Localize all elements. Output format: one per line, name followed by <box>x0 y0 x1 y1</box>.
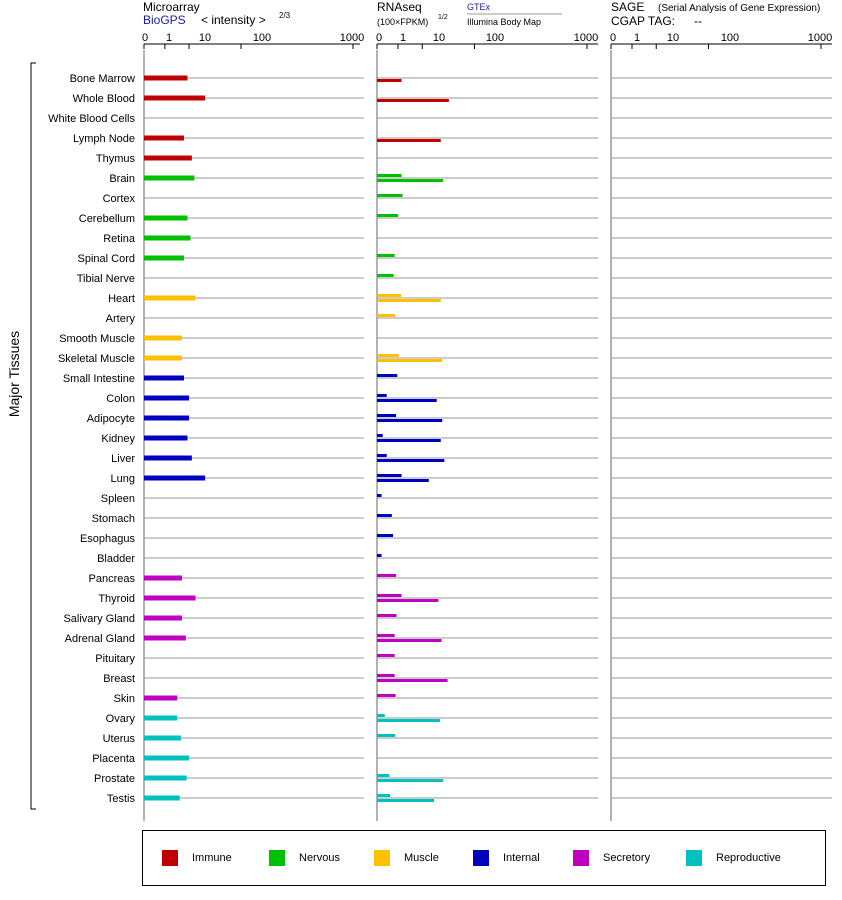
tissue-label: Small Intestine <box>62 373 135 385</box>
tissue-label: Artery <box>105 313 135 325</box>
tissue-label: Smooth Muscle <box>59 333 135 345</box>
legend-swatch-nervous <box>269 850 285 866</box>
tissue-label: Liver <box>111 453 135 465</box>
bar-rnaseq <box>377 639 442 642</box>
bar-microarray <box>144 436 187 441</box>
legend-item-internal <box>473 850 540 866</box>
tissue-label: Spleen <box>100 493 135 505</box>
legend-item-reproductive <box>686 850 781 866</box>
bar-microarray <box>144 396 189 401</box>
bar-rnaseq <box>377 799 434 802</box>
legend-label: Immune <box>192 852 232 864</box>
bar-rnaseq <box>377 294 401 297</box>
bar-microarray <box>144 616 182 621</box>
bar-rnaseq <box>377 774 389 777</box>
sage-tick-label: 1 <box>633 32 641 44</box>
bar-microarray <box>144 716 177 721</box>
bar-rnaseq <box>377 694 396 697</box>
tissue-label: Spinal Cord <box>77 253 135 265</box>
tissue-label: Brain <box>109 173 135 185</box>
bar-rnaseq <box>377 394 387 397</box>
gtex-link[interactable]: GTEx <box>467 2 491 12</box>
bar-rnaseq <box>377 554 382 557</box>
microarray-scale-exponent: 2/3 <box>279 11 291 20</box>
bar-microarray <box>144 756 189 761</box>
bar-rnaseq <box>377 479 429 482</box>
bar-rnaseq <box>377 79 402 82</box>
legend-label: Nervous <box>299 852 340 864</box>
tissue-label: Cerebellum <box>78 213 135 225</box>
microarray-title: Microarray <box>143 0 200 14</box>
bar-rnaseq <box>377 574 396 577</box>
legend-label: Internal <box>503 852 540 864</box>
rnaseq-tick-label: 1 <box>399 32 407 44</box>
bar-rnaseq <box>377 354 399 357</box>
bar-microarray <box>144 236 190 241</box>
tissue-label: Colon <box>106 393 135 405</box>
legend <box>142 830 826 886</box>
rnaseq-scale-exponent: 1/2 <box>438 14 448 21</box>
tissue-label: Stomach <box>91 513 135 525</box>
bar-microarray <box>144 356 182 361</box>
microarray-tick-label: 100 <box>252 32 272 44</box>
bar-rnaseq <box>377 719 440 722</box>
tissue-label: White Blood Cells <box>48 113 135 125</box>
sage-subtitle: (Serial Analysis of Gene Expression) <box>658 3 821 14</box>
sage-tick-label: 1000 <box>807 32 833 44</box>
tissue-label: Lung <box>110 473 135 485</box>
bar-rnaseq <box>377 594 402 597</box>
cgap-tag-label: CGAP TAG: <box>611 14 676 28</box>
bar-microarray <box>144 636 186 641</box>
tissue-label: Lymph Node <box>73 133 135 145</box>
bar-rnaseq <box>377 314 395 317</box>
legend-item-nervous <box>269 850 340 866</box>
microarray-tick-label: 0 <box>141 32 149 44</box>
bar-microarray <box>144 296 196 301</box>
bar-rnaseq <box>377 434 383 437</box>
bar-rnaseq <box>377 99 449 102</box>
bar-rnaseq <box>377 654 395 657</box>
sage-title: SAGE <box>611 0 645 14</box>
bar-rnaseq <box>377 679 448 682</box>
sage-tick-label: 0 <box>609 32 617 44</box>
bar-microarray <box>144 76 187 81</box>
tissue-label: Adipocyte <box>86 413 135 425</box>
rnaseq-tick-label: 0 <box>375 32 383 44</box>
tissue-label: Kidney <box>101 433 135 445</box>
bar-rnaseq <box>377 139 441 142</box>
tissue-label: Skin <box>113 693 135 705</box>
bar-microarray <box>144 256 184 261</box>
tissue-label: Pancreas <box>88 573 135 585</box>
bar-rnaseq <box>377 714 385 717</box>
illumina-source-label: Illumina Body Map <box>467 17 542 27</box>
bar-microarray <box>144 776 187 781</box>
bar-rnaseq <box>377 474 402 477</box>
bar-rnaseq <box>377 194 403 197</box>
bar-microarray <box>144 736 181 741</box>
tissue-label: Testis <box>106 793 135 805</box>
legend-item-immune <box>162 850 232 866</box>
bar-rnaseq <box>377 359 442 362</box>
tissue-label: Thymus <box>95 153 135 165</box>
tissue-label: Placenta <box>92 753 135 765</box>
bar-rnaseq <box>377 414 396 417</box>
bar-rnaseq <box>377 599 438 602</box>
microarray-tick-label: 10 <box>198 32 212 44</box>
bar-microarray <box>144 456 192 461</box>
bar-rnaseq <box>377 439 441 442</box>
bar-microarray <box>144 156 192 161</box>
bar-microarray <box>144 216 187 221</box>
rnaseq-scale-label: (100×FPKM) <box>377 17 429 27</box>
bar-rnaseq <box>377 674 395 677</box>
bar-rnaseq <box>377 299 441 302</box>
sage-tick-label: 10 <box>666 32 680 44</box>
tissue-label: Esophagus <box>79 533 135 545</box>
bar-rnaseq <box>377 534 393 537</box>
tissue-label: Pituitary <box>95 653 135 665</box>
bar-rnaseq <box>377 734 395 737</box>
tissue-label: Thyroid <box>98 593 135 605</box>
bar-microarray <box>144 576 182 581</box>
rnaseq-tick-label: 1000 <box>573 32 599 44</box>
tissue-label: Heart <box>108 293 135 305</box>
legend-swatch-secretory <box>573 850 589 866</box>
tissue-label: Prostate <box>94 773 135 785</box>
bar-microarray <box>144 476 205 481</box>
bar-microarray <box>144 96 205 101</box>
bar-rnaseq <box>377 254 395 257</box>
tissue-label: Skeletal Muscle <box>57 353 135 365</box>
major-tissues-label: Major Tissues <box>6 330 22 418</box>
cgap-tag-value: -- <box>694 14 702 28</box>
plot-layer <box>48 44 832 821</box>
bar-microarray <box>144 416 189 421</box>
sage-tick-label: 100 <box>720 32 740 44</box>
microarray-tick-label: 1 <box>165 32 173 44</box>
bar-rnaseq <box>377 399 437 402</box>
bar-microarray <box>144 336 182 341</box>
tissue-label: Bladder <box>97 553 135 565</box>
bar-rnaseq <box>377 419 442 422</box>
rnaseq-tick-label: 100 <box>485 32 505 44</box>
bar-rnaseq <box>377 374 397 377</box>
bar-rnaseq <box>377 614 396 617</box>
tissue-label: Retina <box>103 233 135 245</box>
bar-rnaseq <box>377 174 402 177</box>
legend-swatch-muscle <box>374 850 390 866</box>
bar-microarray <box>144 796 180 801</box>
tissue-label: Tibial Nerve <box>76 273 135 285</box>
legend-label: Muscle <box>404 852 439 864</box>
legend-swatch-reproductive <box>686 850 702 866</box>
bar-rnaseq <box>377 634 395 637</box>
bar-rnaseq <box>377 454 387 457</box>
tissue-label: Breast <box>103 673 135 685</box>
legend-label: Secretory <box>603 852 651 864</box>
legend-swatch-immune <box>162 850 178 866</box>
bar-microarray <box>144 696 177 701</box>
tissue-label: Salivary Gland <box>63 613 135 625</box>
tissue-label: Ovary <box>105 713 135 725</box>
bar-microarray <box>144 376 184 381</box>
legend-swatch-internal <box>473 850 489 866</box>
bar-microarray <box>144 596 196 601</box>
tissue-label: Whole Blood <box>72 93 135 105</box>
rnaseq-title: RNAseq <box>377 0 422 14</box>
legend-label: Reproductive <box>716 852 781 864</box>
tissue-label: Bone Marrow <box>69 73 135 85</box>
legend-item-muscle <box>374 850 439 866</box>
bar-rnaseq <box>377 459 444 462</box>
microarray-tick-label: 1000 <box>339 32 365 44</box>
bar-rnaseq <box>377 214 398 217</box>
tissue-label: Uterus <box>102 733 135 745</box>
bar-rnaseq <box>377 494 382 497</box>
bar-rnaseq <box>377 274 394 277</box>
major-tissues-bracket <box>31 63 36 809</box>
microarray-scale-label: < intensity > <box>201 13 266 27</box>
bar-rnaseq <box>377 514 392 517</box>
rnaseq-tick-label: 10 <box>432 32 446 44</box>
bar-microarray <box>144 136 184 141</box>
bar-rnaseq <box>377 779 443 782</box>
bar-rnaseq <box>377 794 390 797</box>
tissue-label: Cortex <box>102 193 135 205</box>
legend-item-secretory <box>573 850 650 866</box>
tissue-label: Adrenal Gland <box>64 633 135 645</box>
biogps-link[interactable]: BioGPS <box>143 13 186 27</box>
bar-rnaseq <box>377 179 443 182</box>
bar-microarray <box>144 176 194 181</box>
